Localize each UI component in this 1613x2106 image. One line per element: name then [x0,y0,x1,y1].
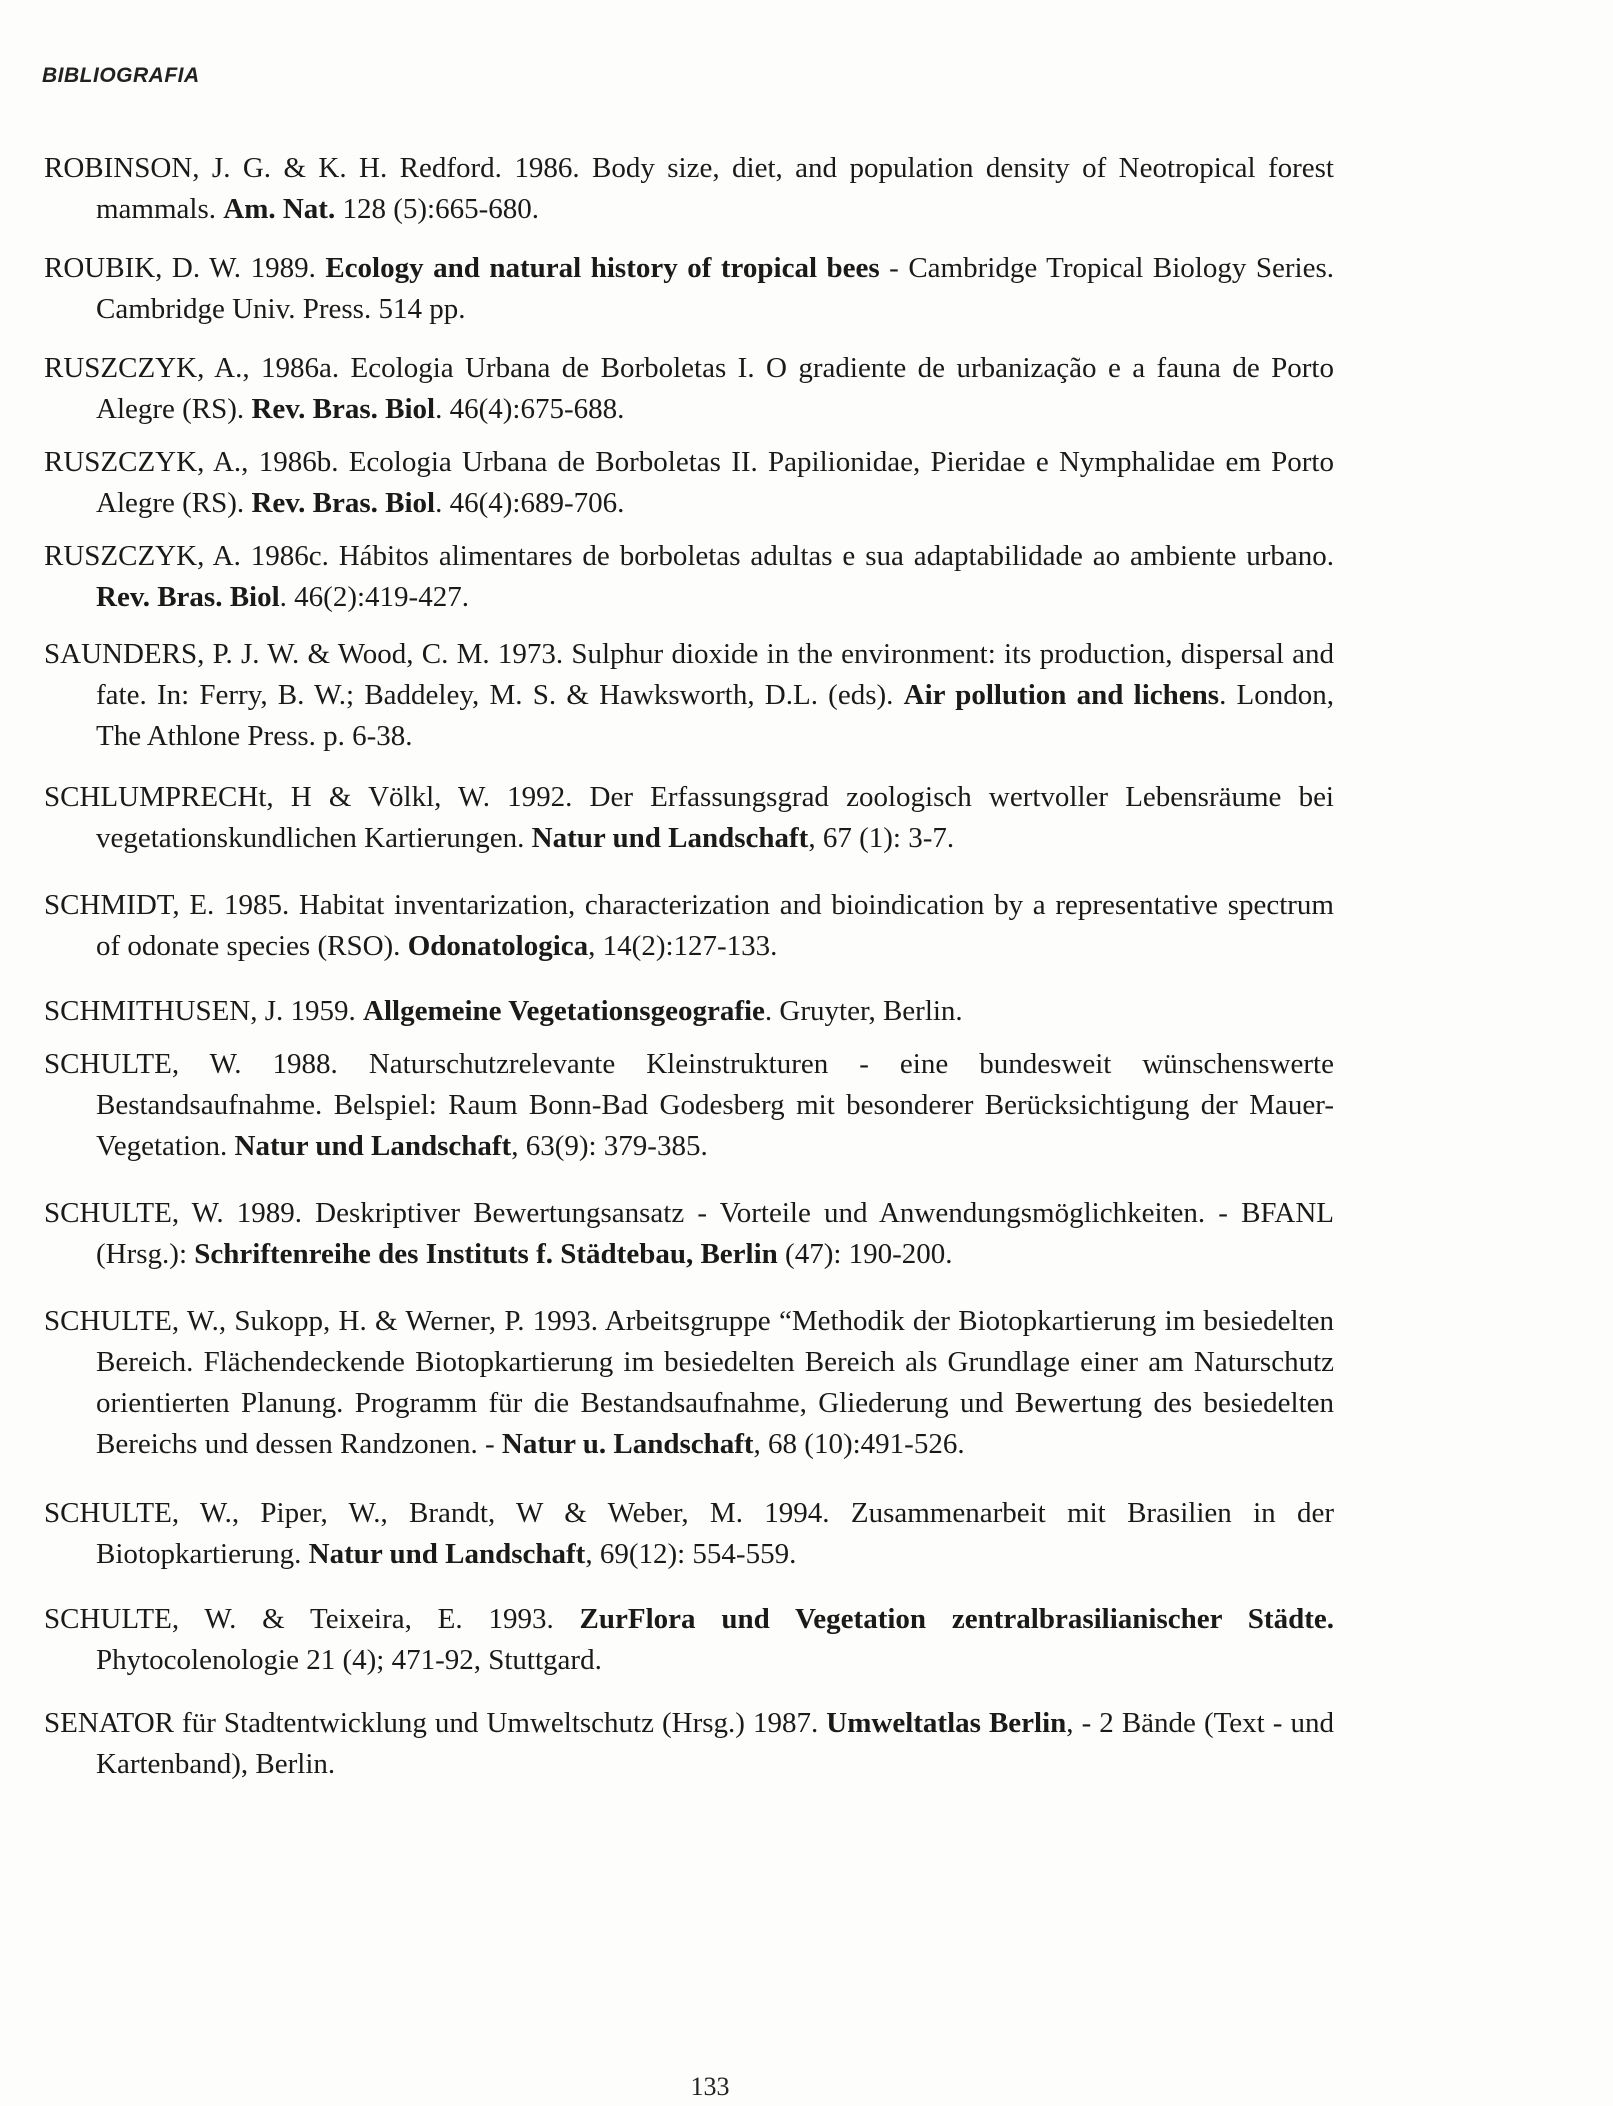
page-number: 133 [690,2072,730,2101]
reference-text: , 63(9): 379-385. [511,1130,708,1162]
reference-text: . 46(2):419-427. [279,581,469,613]
reference-text: SCHULTE, W. 1989. Deskriptiver Bewertungsansatz - Vorteile und Anwendungsmöglichkeiten. - BFANL (Hrsg.): [44,1197,1334,1270]
reference-entry [44,1493,1334,1575]
reference-text: SCHMIDT, E. 1985. Habitat inventarization, characterization and bioindication by a representative spectrum of odonate species (RSO). [44,889,1334,962]
reference-entry [44,442,1334,524]
reference-text: SCHULTE, W. & Teixeira, E. 1993. [44,1603,580,1635]
reference-text: ROBINSON, J. G. & K. H. Redford. 1986. Body size, diet, and population density of Neotropical forest mammals. [44,152,1334,225]
reference-title: Rev. Bras. Biol [96,581,280,613]
reference-text: , - 2 Bände (Text - und Kartenband), Berlin. [96,1707,1334,1780]
reference-text: , 67 (1): 3-7. [808,822,955,854]
reference-text: RUSZCZYK, A., 1986a. Ecologia Urbana de Borboletas I. O gradiente de urbanização e a fauna de Porto Alegre (RS). [44,352,1334,425]
reference-text: 128 (5):665-680. [335,193,539,225]
reference-text: . 46(4):689-706. [435,487,625,519]
reference-text: Phytocolenologie 21 (4); 471-92, Stuttgard. [96,1644,602,1676]
reference-text: SCHULTE, W., Piper, W., Brandt, W & Weber, M. 1994. Zusammenarbeit mit Brasilien in der Biotopkartierung. [44,1497,1334,1570]
reference-text: RUSZCZYK, A., 1986b. Ecologia Urbana de Borboletas II. Papilionidae, Pieridae e Nymphalidae em Porto Alegre (RS). [44,446,1334,519]
reference-title: ZurFlora und Vegetation zentralbrasilianischer Städte. [579,1603,1334,1635]
reference-title: Natur u. Landschaft [501,1428,754,1460]
reference-entry [44,1044,1334,1167]
reference-text: , 68 (10):491-526. [753,1428,965,1460]
reference-entry [44,1599,1334,1681]
reference-text: SAUNDERS, P. J. W. & Wood, C. M. 1973. Sulphur dioxide in the environment: its production, dispersal and fate. In: Ferry, B. W.; Baddeley, M. S. & Hawksworth, D.L. (eds). [44,638,1334,711]
reference-text: , 69(12): 554-559. [585,1538,797,1570]
reference-entry [44,148,1334,230]
reference-entry [44,1193,1334,1275]
reference-list [44,148,1334,1801]
reference-text: - Cambridge Tropical Biology Series. Cambridge Univ. Press. 514 pp. [96,252,1334,325]
reference-text: RUSZCZYK, A. 1986c. Hábitos alimentares de borboletas adultas e sua adaptabilidade ao ambiente urbano. [44,540,1334,572]
reference-title: Odonatologica [407,930,589,962]
reference-text: ROUBIK, D. W. 1989. [44,252,326,284]
reference-title: Allgemeine Vegetationsgeografie [363,995,765,1027]
reference-title: Schriftenreihe des Instituts f. Städtebau, Berlin [194,1238,778,1270]
reference-title: Air pollution and lichens [903,679,1220,711]
reference-text: SENATOR für Stadtentwicklung und Umweltschutz (Hrsg.) 1987. [44,1707,827,1739]
reference-entry [44,1703,1334,1785]
reference-text: . 46(4):675-688. [435,393,625,425]
reference-text: (47): 190-200. [777,1238,953,1270]
reference-text: . London, The Athlone Press. p. 6-38. [96,679,1335,752]
reference-title: Ecology and natural history of tropical bees [325,252,880,284]
reference-entry [44,248,1334,330]
reference-entry [44,1301,1334,1465]
reference-entry [44,885,1334,967]
reference-title: Natur und Landschaft [308,1538,586,1570]
reference-text: SCHULTE, W. 1988. Naturschutzrelevante Kleinstrukturen - eine bundesweit wünschenswerte Bestandsaufnahme. Belspiel: Raum Bonn-Bad Godesberg mit besonderer Berücksichtigung der Mauer-Vegetation. [44,1048,1334,1162]
reference-text: SCHULTE, W., Sukopp, H. & Werner, P. 1993. Arbeitsgruppe “Methodik der Biotopkartierung im besiedelten Bereich. Flächendeckende Biotopkartierung im besiedelten Bereich als Grundlage einer am Naturschutz orientierten Planung. Programm für die Bestandsaufnahme, Gliederung und Bewertung des besiedelten Bereichs und dessen Randzonen. - [44,1305,1334,1460]
reference-title: Natur und Landschaft [531,822,809,854]
reference-text: SCHLUMPRECHt, H & Völkl, W. 1992. Der Erfassungsgrad zoologisch wertvoller Lebensräume bei vegetationskundlichen Kartierungen. [44,781,1334,854]
section-header: BIBLIOGRAFIA [42,64,200,87]
reference-text: . Gruyter, Berlin. [764,995,963,1027]
reference-text: SCHMITHUSEN, J. 1959. [44,995,364,1027]
reference-text: , 14(2):127-133. [588,930,778,962]
reference-entry [44,536,1334,618]
reference-title: Rev. Bras. Biol [251,393,436,425]
reference-entry [44,348,1334,430]
reference-title: Rev. Bras. Biol [251,487,436,519]
reference-entry [44,634,1334,757]
reference-entry [44,777,1334,859]
reference-title: Natur und Landschaft [234,1130,512,1162]
reference-title: Am. Nat. [223,193,336,225]
reference-title: Umweltatlas Berlin [826,1707,1067,1739]
reference-entry [44,991,1334,1032]
